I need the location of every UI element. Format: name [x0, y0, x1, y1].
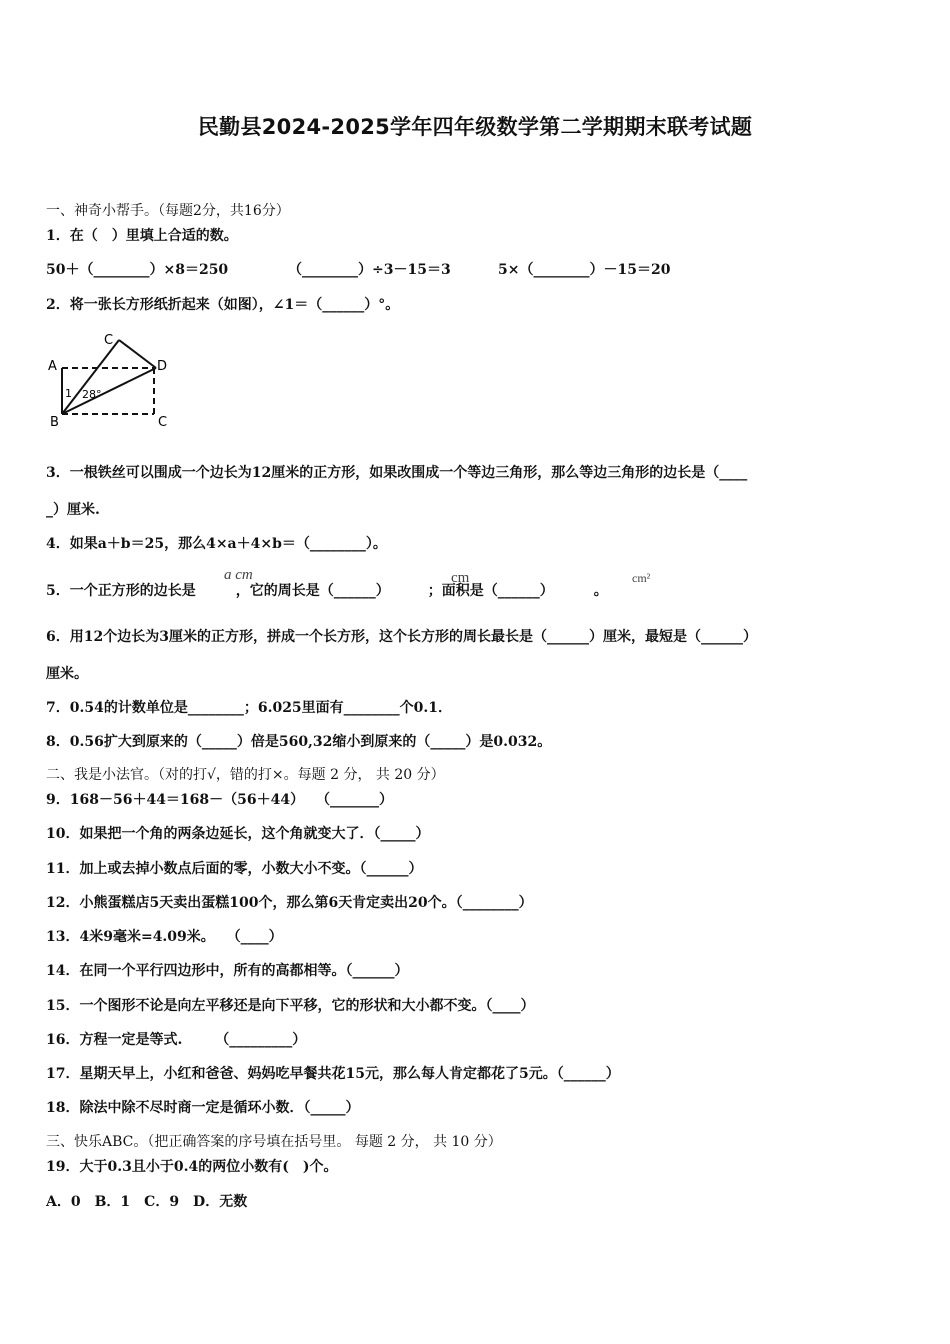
question-19-options: A．0 B．1 C．9 D．无数 [46, 1194, 248, 1210]
figure-angle-28-label: 28° [82, 388, 102, 401]
question-18: 18．除法中除不尽时商一定是循环小数．（_____） [46, 1100, 360, 1116]
figure-fold-line-cd [119, 340, 156, 368]
question-14: 14．在同一个平行四边形中，所有的高都相等。（______） [46, 963, 409, 979]
question-3-line-1: 3．一根铁丝可以围成一个边长为12厘米的正方形，如果改围成一个等边三角形，那么等边三角形的边长是（____ [46, 465, 748, 481]
question-5-part-2: ，它的周长是（______） [235, 583, 390, 599]
question-5-part-4: 。 [593, 583, 608, 599]
question-4: 4．如果a＋b＝25，那么4×a＋4×b＝（________）。 [46, 536, 387, 552]
question-6-line-2: 厘米。 [46, 666, 88, 682]
question-5-unit-cm2: cm² [632, 571, 651, 585]
page-title: 民勤县2024-2025学年四年级数学第二学期期末联考试题 [197, 115, 753, 139]
figure-label-a: A [48, 359, 57, 374]
figure-angle-1-label: 1 [65, 387, 72, 400]
question-1-part-c: 5×（________）－15＝20 [498, 262, 671, 278]
figure-label-d: D [157, 359, 168, 374]
question-5-part-1: 5．一个正方形的边长是 [46, 583, 196, 599]
question-5-unit-a-cm: a cm [224, 567, 253, 583]
question-9: 9．168－56＋44＝168－（56＋44） （_______） [46, 792, 393, 808]
question-13: 13．4米9毫米=4.09米。 （____） [46, 929, 283, 945]
question-10: 10．如果把一个角的两条边延长，这个角就变大了．（_____） [46, 826, 430, 842]
question-15: 15．一个图形不论是向左平移还是向下平移，它的形状和大小都不变。（____） [46, 998, 535, 1014]
question-16: 16．方程一定是等式. （_________） [46, 1032, 307, 1048]
question-7: 7．0.54的计数单位是________；6.025里面有________个0.1． [46, 700, 453, 716]
folded-rectangle-figure [44, 330, 184, 430]
question-17: 17．星期天早上，小红和爸爸、妈妈吃早餐共花15元，那么每人肯定都花了5元。（______） [46, 1066, 620, 1082]
figure-diagonal-bd [62, 368, 156, 414]
question-5-unit-cm: cm [451, 570, 470, 586]
figure-label-c-top: C [104, 333, 114, 348]
question-3-line-2: _）厘米. [46, 502, 100, 518]
question-8: 8．0.56扩大到原来的（_____）倍是560,32缩小到原来的（_____）是0.032。 [46, 734, 552, 750]
figure-label-c-bottom: C [158, 415, 168, 430]
question-5-part-3: ；面积是（______） [427, 583, 554, 599]
section-2-heading: 二、我是小法官。（对的打√，错的打×。每题 2 分， 共 20 分） [46, 767, 445, 783]
question-1-part-a: 50＋（________）×8＝250 [46, 262, 229, 278]
question-1-part-b: （________）÷3－15＝3 [288, 262, 451, 278]
figure-fold-line-bc [62, 340, 119, 414]
question-6-line-1: 6．用12个边长为3厘米的正方形，拼成一个长方形，这个长方形的周长最长是（______）厘米，最短是（______） [46, 629, 757, 645]
question-2: 2．将一张长方形纸折起来（如图），∠1＝（______）°。 [46, 297, 400, 313]
section-3-heading: 三、快乐ABC。（把正确答案的序号填在括号里。 每题 2 分， 共 10 分） [46, 1134, 502, 1150]
question-11: 11．加上或去掉小数点后面的零，小数大小不变。（______） [46, 861, 423, 877]
figure-label-b: B [50, 415, 59, 430]
question-19: 19．大于0.3且小于0.4的两位小数有( )个。 [46, 1159, 338, 1175]
question-12: 12．小熊蛋糕店5天卖出蛋糕100个，那么第6天肯定卖出20个。（________） [46, 895, 533, 911]
question-1: 1．在（ ）里填上合适的数。 [46, 228, 238, 244]
section-1-heading: 一、神奇小帮手。（每题2分，共16分） [46, 203, 290, 219]
question-5 [46, 582, 608, 600]
